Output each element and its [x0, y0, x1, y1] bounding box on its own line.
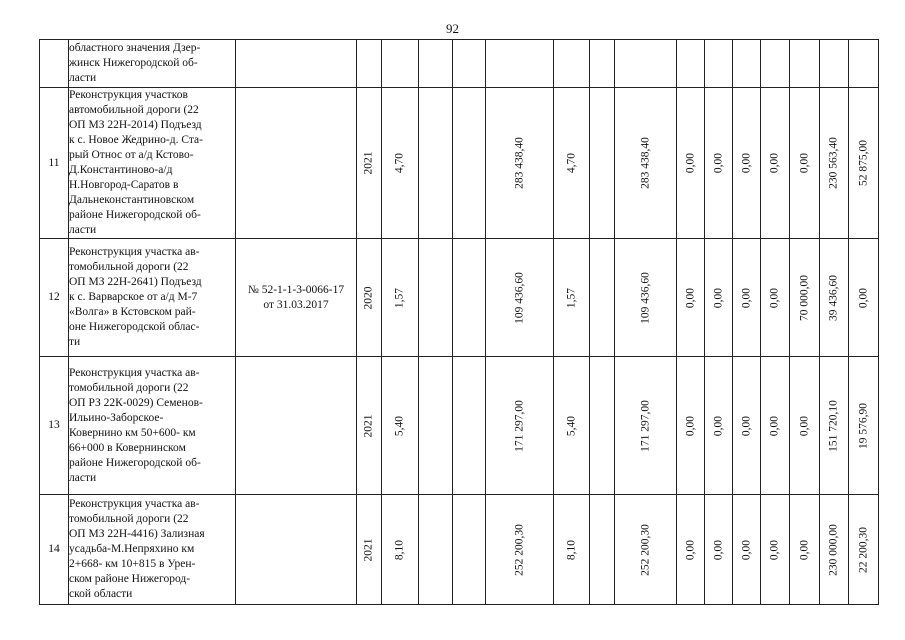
- object-name: [69, 495, 236, 605]
- table-row: [40, 88, 879, 239]
- value-cell: [554, 239, 590, 357]
- value-text: 0,00: [684, 539, 696, 560]
- object-name-line: к с. Новое Жедрино-д. Ста-: [69, 134, 203, 146]
- row-number: 12: [40, 239, 69, 357]
- value-cell: [733, 495, 761, 605]
- value-cell: [615, 495, 677, 605]
- value-text: 2020: [362, 286, 375, 309]
- value-cell: [677, 495, 705, 605]
- object-name-line: Ильино-Заборское-: [69, 411, 164, 424]
- object-name-line: Ковернино км 50+600- км: [69, 426, 196, 439]
- value-cell: [382, 40, 419, 88]
- value-text: 0,00: [740, 152, 752, 174]
- value-cell: [733, 239, 761, 357]
- row-number: 11: [40, 88, 69, 239]
- value-cell: [357, 88, 382, 239]
- object-name-line: автомобильной дороги (22: [69, 104, 199, 116]
- value-cell: [733, 357, 761, 495]
- value-cell: [820, 88, 849, 239]
- value-cell: [790, 357, 820, 495]
- expertise-reference: [236, 357, 357, 495]
- value-cell: [790, 239, 820, 357]
- value-text: 70 000,00: [798, 274, 810, 321]
- value-cell: [419, 88, 453, 239]
- value-cell: [382, 239, 419, 357]
- value-cell: [705, 88, 733, 239]
- value-text: 0,00: [857, 287, 869, 308]
- value-cell: [486, 357, 554, 495]
- value-text: 1,57: [565, 287, 577, 308]
- value-text: 2021: [362, 414, 375, 437]
- value-cell: [820, 40, 849, 88]
- object-name-line: «Волга» в Кстовском рай-: [69, 306, 196, 318]
- table-row: [40, 40, 879, 88]
- value-cell: [357, 239, 382, 357]
- value-cell: [453, 88, 486, 239]
- value-cell: [554, 357, 590, 495]
- value-cell: [677, 88, 705, 239]
- value-cell: [554, 495, 590, 605]
- value-cell: [677, 40, 705, 88]
- value-text: 22 200,30: [857, 526, 869, 573]
- value-text: 4,70: [393, 152, 406, 174]
- value-text: 0,00: [740, 539, 752, 560]
- value-text: 230 563,40: [827, 137, 840, 189]
- value-text: 151 720,10: [827, 399, 840, 452]
- page-number: 92: [446, 21, 459, 36]
- object-name-line: томобильной дороги (22: [69, 261, 189, 273]
- value-cell: [820, 239, 849, 357]
- value-text: 4,70: [565, 152, 577, 174]
- value-cell: [453, 40, 486, 88]
- value-text: 52 875,00: [857, 140, 869, 186]
- value-cell: [419, 40, 453, 88]
- object-name-line: томобильной дороги (22: [69, 381, 189, 394]
- object-name: [69, 40, 236, 88]
- value-text: 0,00: [712, 152, 724, 174]
- value-text: 0,00: [798, 152, 810, 174]
- value-cell: [382, 495, 419, 605]
- object-name-line: усадьба-М.Непряхино км: [69, 543, 195, 555]
- value-cell: [761, 495, 790, 605]
- object-name: [69, 88, 236, 239]
- value-cell: [615, 40, 677, 88]
- value-cell: [615, 88, 677, 239]
- value-text: 0,00: [768, 415, 781, 436]
- value-text: 252 200,30: [513, 523, 525, 576]
- value-text: 19 576,90: [857, 402, 869, 449]
- expertise-reference-line: от 31.03.2017: [263, 298, 329, 311]
- object-name-line: оне Нижегородской облас-: [69, 321, 200, 333]
- value-cell: [849, 239, 879, 357]
- row-number: 14: [40, 495, 69, 605]
- value-text: 252 200,30: [639, 523, 651, 576]
- value-text: 0,00: [798, 539, 810, 560]
- value-text: 39 436,60: [827, 274, 840, 321]
- value-text: 5,40: [393, 415, 406, 436]
- value-cell: [761, 88, 790, 239]
- object-name-line: 2+668- км 10+815 в Урен-: [69, 558, 196, 570]
- value-cell: [453, 239, 486, 357]
- object-name-line: ласти: [69, 72, 97, 84]
- value-cell: [382, 88, 419, 239]
- value-cell: [590, 495, 615, 605]
- value-cell: [486, 239, 554, 357]
- value-cell: [615, 239, 677, 357]
- expertise-reference: [236, 495, 357, 605]
- object-name: [69, 239, 236, 357]
- value-cell: [453, 357, 486, 495]
- value-cell: [790, 40, 820, 88]
- value-cell: [590, 357, 615, 495]
- object-name-line: ти: [69, 336, 81, 348]
- value-cell: [705, 239, 733, 357]
- value-text: 2021: [362, 538, 375, 561]
- object-name-line: ОП МЗ 22Н-2641) Подъезд: [69, 276, 202, 288]
- table-row: [40, 495, 879, 605]
- value-cell: [486, 495, 554, 605]
- value-text: 1,57: [393, 287, 406, 308]
- value-text: 109 436,60: [639, 271, 651, 324]
- value-text: 283 438,40: [639, 137, 651, 189]
- value-cell: [419, 357, 453, 495]
- value-cell: [357, 357, 382, 495]
- table-row: [40, 239, 879, 357]
- value-cell: [357, 40, 382, 88]
- value-cell: [820, 357, 849, 495]
- value-cell: [733, 40, 761, 88]
- value-text: 0,00: [684, 415, 696, 436]
- value-cell: [761, 357, 790, 495]
- object-name-line: Дальнеконстантиновском: [69, 194, 195, 206]
- expertise-reference: [236, 88, 357, 239]
- value-cell: [849, 40, 879, 88]
- object-name-line: ласти: [69, 224, 97, 236]
- object-name: [69, 357, 236, 495]
- object-name-line: томобильной дороги (22: [69, 513, 189, 525]
- value-text: 171 297,00: [513, 399, 525, 452]
- value-text: 0,00: [712, 539, 724, 560]
- value-cell: [486, 88, 554, 239]
- row-number: [40, 40, 69, 88]
- table-row: [40, 357, 879, 495]
- value-cell: [761, 239, 790, 357]
- object-name-line: жинск Нижегородской об-: [69, 57, 198, 69]
- object-name-line: ОП РЗ 22К-0029) Семенов-: [69, 396, 203, 409]
- value-text: 0,00: [798, 415, 810, 436]
- value-text: 0,00: [712, 415, 724, 436]
- object-name-line: Н.Новгород-Саратов в: [69, 179, 179, 191]
- object-name-line: ском районе Нижегород-: [69, 573, 191, 585]
- value-cell: [849, 495, 879, 605]
- object-name-line: 66+000 в Ковернинском: [69, 441, 186, 454]
- object-name-line: областного значения Дзер-: [69, 42, 201, 54]
- expertise-reference: [236, 40, 357, 88]
- value-text: 8,10: [393, 539, 406, 560]
- object-name-line: рый Относ от а/д Кстово-: [69, 149, 194, 161]
- value-text: 0,00: [768, 287, 781, 308]
- value-cell: [486, 40, 554, 88]
- value-cell: [554, 40, 590, 88]
- value-cell: [677, 357, 705, 495]
- value-text: 283 438,40: [513, 137, 525, 189]
- value-cell: [357, 495, 382, 605]
- object-name-line: ской области: [69, 588, 133, 600]
- data-table: [39, 39, 879, 605]
- object-name-line: Реконструкция участка ав-: [69, 366, 200, 379]
- expertise-reference-line: № 52-1-1-3-0066-17: [247, 283, 345, 296]
- value-text: 0,00: [768, 152, 781, 174]
- object-name-line: районе Нижегородской об-: [69, 209, 201, 221]
- row-number: 13: [40, 357, 69, 495]
- value-cell: [790, 495, 820, 605]
- object-name-line: ОП МЗ 22Н-4416) Зализная: [69, 528, 205, 540]
- value-cell: [554, 88, 590, 239]
- object-name-line: районе Нижегородской об-: [69, 456, 201, 469]
- value-text: 0,00: [684, 287, 696, 308]
- object-name-line: к с. Варварское от а/д М-7: [69, 291, 198, 303]
- value-cell: [761, 40, 790, 88]
- value-text: 8,10: [565, 539, 577, 560]
- value-cell: [705, 495, 733, 605]
- value-cell: [590, 40, 615, 88]
- object-name-line: ОП МЗ 22Н-2014) Подъезд: [69, 119, 202, 131]
- object-name-line: Реконструкция участка ав-: [69, 498, 200, 510]
- value-cell: [849, 357, 879, 495]
- value-cell: [677, 239, 705, 357]
- value-text: 0,00: [768, 539, 781, 560]
- value-text: 0,00: [740, 415, 752, 436]
- value-text: 0,00: [740, 287, 752, 308]
- value-cell: [849, 88, 879, 239]
- value-cell: [382, 357, 419, 495]
- value-cell: [590, 239, 615, 357]
- value-cell: [705, 357, 733, 495]
- value-cell: [419, 495, 453, 605]
- value-cell: [733, 88, 761, 239]
- object-name-line: Д.Константиново-а/д: [69, 164, 173, 176]
- value-cell: [419, 239, 453, 357]
- value-cell: [453, 495, 486, 605]
- value-text: 0,00: [684, 152, 696, 174]
- object-name-line: Реконструкция участка ав-: [69, 246, 200, 258]
- value-text: 171 297,00: [639, 399, 651, 452]
- value-text: 5,40: [565, 415, 577, 436]
- value-text: 230 000,00: [827, 523, 840, 576]
- object-name-line: ласти: [69, 471, 97, 484]
- value-cell: [590, 88, 615, 239]
- value-cell: [705, 40, 733, 88]
- value-cell: [615, 357, 677, 495]
- value-text: 109 436,60: [513, 271, 525, 324]
- value-cell: [820, 495, 849, 605]
- value-text: 0,00: [712, 287, 724, 308]
- value-text: 2021: [362, 151, 375, 175]
- value-cell: [790, 88, 820, 239]
- expertise-reference: [236, 239, 357, 357]
- object-name-line: Реконструкция участков: [69, 89, 188, 101]
